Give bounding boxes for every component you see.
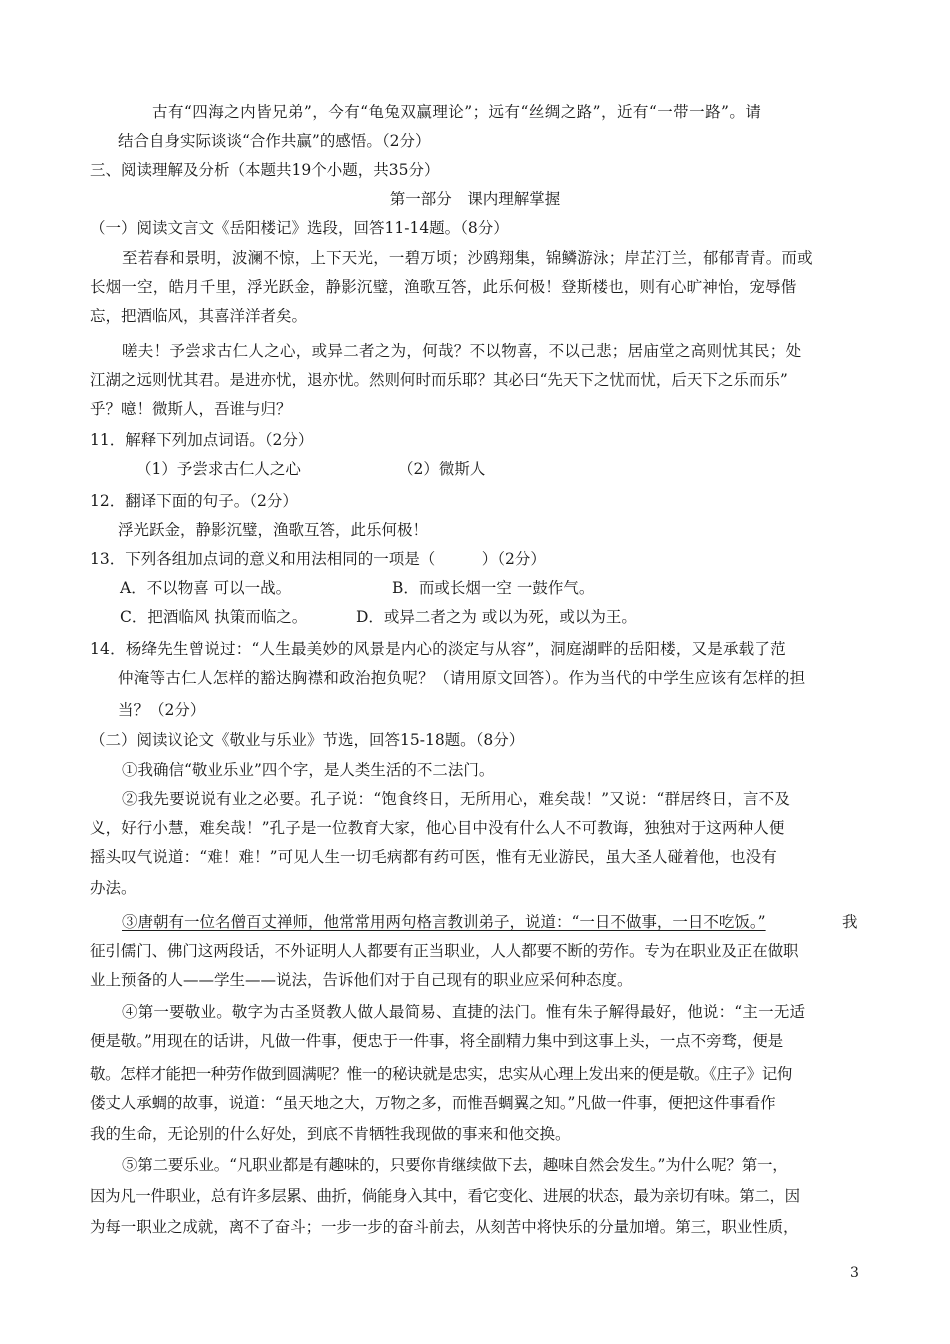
passage-1-heading: （一）阅读文言文《岳阳楼记》选段，回答11-14题。（8分） (90, 219, 509, 237)
passage-2-paragraph-3: 业上预备的人——学生——说法，告诉他们对于自己现有的职业应采何种态度。 (90, 971, 633, 989)
question-12: 12．翻译下面的句子。（2分） (90, 492, 298, 510)
passage-2-paragraph-2: 摇头叹气说道：“难！难！”可见人生一切毛病都有药可医，惟有无业游民，虽大圣人碰着他，也没有 (90, 848, 777, 866)
passage-2-paragraph-1: ①我确信“敬业乐业”四个字，是人类生活的不二法门。 (122, 761, 495, 779)
passage-2-paragraph-4: 偻丈人承蜩的故事，说道：“虽天地之大，万物之多，而惟吾蜩翼之知。”凡做一件事，便把这件事看作 (90, 1094, 776, 1112)
question-13: 13．下列各组加点词的意义和用法相同的一项是（ ）（2分） (90, 550, 546, 568)
passage-2-paragraph-2: 办法。 (90, 879, 137, 897)
passage-2-paragraph-3: 征引儒门、佛门这两段话，不外证明人人都要有正当职业，人人都要不断的劳作。专为在职业及正在做职 (90, 942, 799, 960)
question-13-option-a: A．不以物喜 可以一战。 (120, 579, 292, 597)
question-14: 仲淹等古仁人怎样的豁达胸襟和政治抱负呢？（请用原文回答）。作为当代的中学生应该有怎样的担 (118, 669, 806, 687)
passage-1-text: 乎？噫！微斯人，吾谁与归？ (90, 400, 292, 418)
passage-1-text: 江湖之远则忧其君。是进亦忧，退亦忧。然则何时而乐耶？其必曰“先天下之忧而忧，后天下之乐而乐” (90, 371, 788, 389)
passage-2-paragraph-5: ⑤第二要乐业。“凡职业都是有趣味的，只要你肯继续做下去，趣味自然会发生。”为什么呢？第一， (122, 1156, 788, 1174)
passage-2-paragraph-2: 义，好行小慧，难矣哉！”孔子是一位教育大家，他心目中没有什么人不可教诲，独独对于这两种人便 (90, 819, 785, 837)
question-13-option-c: C．把酒临风 执策而临之。 (120, 608, 308, 626)
question-11-item-1: （1）予尝求古仁人之心 (136, 460, 301, 478)
question-14: 当？（2分） (118, 701, 206, 719)
passage-2-heading: （二）阅读议论文《敬业与乐业》节选，回答15-18题。（8分） (90, 731, 525, 749)
passage-1-text: 至若春和景明，波澜不惊，上下天光，一碧万顷；沙鸥翔集，锦鳞游泳；岸芷汀兰，郁郁青青。而或 (122, 249, 813, 267)
question-11: 11．解释下列加点词语。（2分） (90, 431, 314, 449)
passage-2-paragraph-5: 因为凡一件职业，总有许多层累、曲折，倘能身入其中，看它变化、进展的状态，最为亲切有味。第二，因 (90, 1187, 800, 1205)
passage-2-paragraph-5: 为每一职业之成就，离不了奋斗；一步一步的奋斗前去，从刻苦中将快乐的分量加增。第三，职业性质， (90, 1218, 799, 1236)
page-number: 3 (850, 1265, 859, 1281)
passage-2-paragraph-4: ④第一要敬业。敬字为古圣贤教人做人最简易、直捷的法门。惟有朱子解得最好，他说：“主一无适 (122, 1003, 806, 1021)
passage-2-paragraph-4: 便是敬。”用现在的话讲，凡做一件事，便忠于一件事，将全副精力集中到这事上头，一点不旁骛，便是 (90, 1032, 784, 1050)
passage-2-paragraph-4: 敬。怎样才能把一种劳作做到圆满呢？惟一的秘诀就是忠实，忠实从心理上发出来的便是敬。《庄子》记佝 (90, 1065, 792, 1083)
question-13-option-b: B．而或长烟一空 一鼓作气。 (392, 579, 595, 597)
question-11-item-2: （2）微斯人 (398, 460, 486, 478)
q10-prompt-line-1: 古有“四海之内皆兄弟”，今有“龟兔双赢理论”；远有“丝绸之路”，近有“一带一路”。请 (152, 103, 762, 121)
passage-2-paragraph-3: 我 (842, 913, 858, 931)
question-13-option-d: D．或异二者之为 或以为死，或以为王。 (356, 608, 637, 626)
part-1-heading: 第一部分 课内理解掌握 (389, 190, 561, 208)
q10-prompt-line-2: 结合自身实际谈谈“合作共赢”的感悟。（2分） (118, 132, 431, 150)
passage-1-text: 嗟夫！予尝求古仁人之心，或异二者之为，何哉？不以物喜，不以己悲；居庙堂之高则忧其民；处 (122, 342, 802, 360)
passage-2-paragraph-2: ②我先要说说有业之必要。孔子说：“饱食终日，无所用心，难矣哉！”又说：“群居终日，言不及 (122, 790, 791, 808)
passage-1-text: 忘，把酒临风，其喜洋洋者矣。 (90, 307, 308, 325)
section-3-heading: 三、阅读理解及分析（本题共19个小题，共35分） (90, 161, 440, 179)
question-12-sentence: 浮光跃金，静影沉璧，渔歌互答，此乐何极！ (118, 521, 429, 539)
passage-1-text: 长烟一空，皓月千里，浮光跃金，静影沉璧，渔歌互答，此乐何极！登斯楼也，则有心旷神怡，宠辱偕 (90, 278, 797, 296)
underlined-sentence: ③唐朝有一位名僧百丈禅师，他常常用两句格言教训弟子，说道：“一日不做事，一日不吃饭。” (122, 913, 766, 931)
passage-2-paragraph-4: 我的生命，无论别的什么好处，到底不肯牺牲我现做的事来和他交换。 (90, 1125, 571, 1143)
question-14: 14．杨绛先生曾说过：“人生最美妙的风景是内心的淡定与从容”，洞庭湖畔的岳阳楼，又是承载了范 (90, 640, 786, 658)
